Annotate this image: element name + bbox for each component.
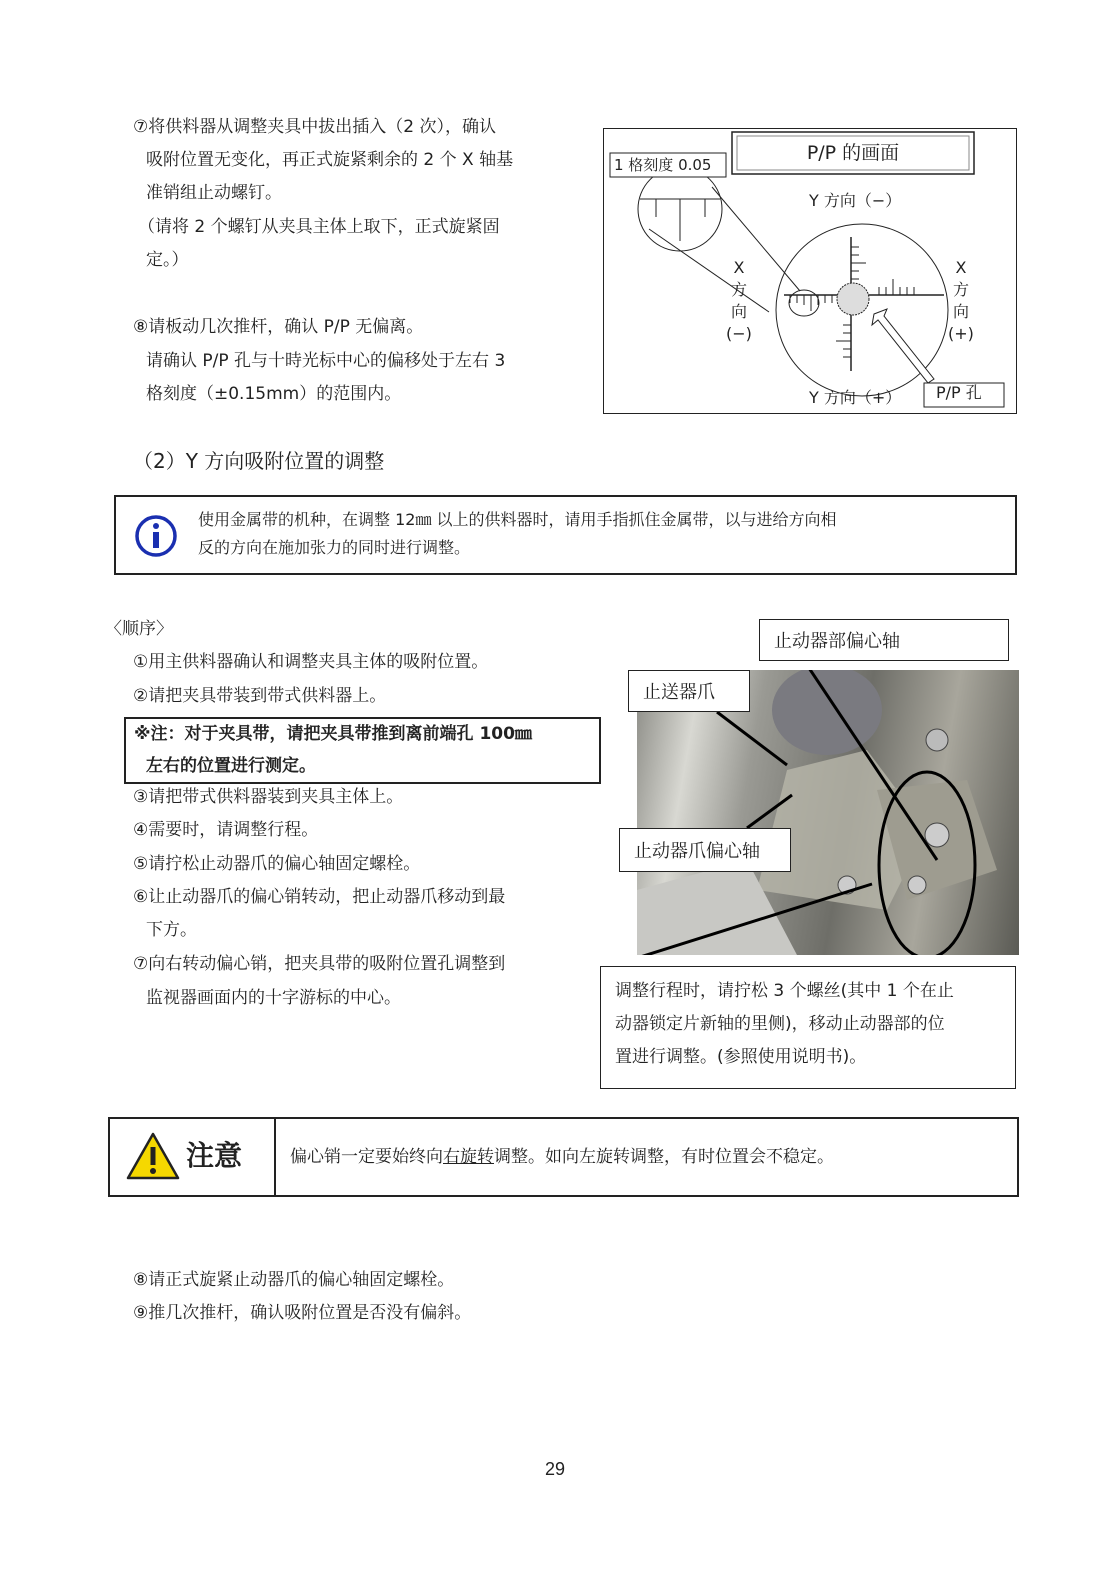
note-box <box>124 717 601 784</box>
step: ⑤请拧松止动器爪的偏心轴固定螺栓。 <box>133 854 421 874</box>
caution-box <box>108 1117 1019 1197</box>
step: ⑦向右转动偏心销，把夹具带的吸附位置孔调整到 <box>133 954 506 974</box>
label-text: 止动器爪偏心轴 <box>634 841 760 862</box>
x-plus-char: 向 <box>952 302 969 321</box>
step7-line1: ⑦将供料器从调整夹具中拔出插入（2 次），确认 <box>133 117 496 137</box>
caution-text-part: 调整。如向左旋转调整，有时位置会不稳定。 <box>494 1147 834 1167</box>
info-note-box <box>114 495 1017 575</box>
x-plus-label <box>948 257 974 345</box>
x-plus-char: 方 <box>952 280 969 299</box>
label-feed-claw <box>628 670 750 712</box>
warning-icon <box>126 1131 180 1181</box>
feeder-photo <box>637 670 1019 955</box>
step: ②请把夹具带装到带式供料器上。 <box>133 686 387 706</box>
step7-line4: （请将 2 个螺钉从夹具主体上取下，正式旋紧固 <box>138 217 500 237</box>
step8-line1: ⑧请板动几次推杆，确认 P/P 无偏离。 <box>133 317 424 337</box>
scale-label: 1 格刻度 0.05 <box>614 156 712 174</box>
step-cont: 监视器画面内的十字游标的中心。 <box>146 988 401 1008</box>
step8-line3: 格刻度（±0.15mm）的范围内。 <box>146 384 402 404</box>
x-minus-char: 方 <box>730 280 747 299</box>
info-icon <box>134 514 178 558</box>
x-plus-char: X <box>955 258 967 277</box>
label-stopper-claw-shaft <box>619 828 791 872</box>
pp-hole-label: P/P 孔 <box>936 383 982 402</box>
step: ③请把带式供料器装到夹具主体上。 <box>133 787 404 807</box>
step: ④需要时，请调整行程。 <box>133 820 319 840</box>
section-heading: （2）Y 方向吸附位置的调整 <box>133 449 385 473</box>
x-plus-char: (+) <box>948 324 974 343</box>
caution-text-part: 偏心销一定要始终向 <box>290 1147 443 1167</box>
label-text: 止送器爪 <box>643 682 715 703</box>
step7-line3: 准销组止动螺钉。 <box>146 183 282 203</box>
y-plus-label: Y 方向（+） <box>809 388 902 407</box>
info-line1: 使用金属带的机种，在调整 12㎜ 以上的供料器时，请用手指抓住金属带，以与进给方向相 <box>198 510 837 529</box>
final-step: ⑧请正式旋紧止动器爪的偏心轴固定螺栓。 <box>133 1270 455 1290</box>
note-line2: 左右的位置进行测定。 <box>146 756 316 776</box>
photo-overlay <box>637 670 1019 955</box>
step7-line2: 吸附位置无变化，再正式旋紧剩余的 2 个 X 轴基 <box>146 150 514 170</box>
x-minus-char: (−) <box>726 324 752 343</box>
caption-line2: 动器锁定片新轴的里侧)，移动止动器部的位 <box>615 1014 945 1034</box>
photo-caption-box <box>600 966 1016 1089</box>
y-minus-label: Y 方向（−） <box>809 191 902 210</box>
page-number: 29 <box>544 1459 566 1479</box>
note-line1: ※注：对于夹具带，请把夹具带推到离前端孔 100㎜ <box>134 724 532 744</box>
step-cont: 下方。 <box>146 920 197 940</box>
pp-screen-title: P/P 的画面 <box>806 142 900 164</box>
label-text: 止动器部偏心轴 <box>774 631 900 652</box>
step7-line5: 定。） <box>146 250 189 270</box>
label-stopper-eccentric-shaft <box>759 619 1009 661</box>
x-minus-label <box>726 257 752 345</box>
info-line2: 反的方向在施加张力的同时进行调整。 <box>198 538 471 557</box>
caution-text <box>290 1145 834 1169</box>
caption-line3: 置进行调整。(参照使用说明书)。 <box>615 1047 867 1067</box>
x-minus-char: X <box>733 258 745 277</box>
caution-divider <box>274 1119 276 1195</box>
caution-text-underlined: 右旋转 <box>443 1147 494 1167</box>
caption-line1: 调整行程时，请拧松 3 个螺丝(其中 1 个在止 <box>615 981 954 1001</box>
caution-title: 注意 <box>186 1139 243 1172</box>
step8-line2: 请确认 P/P 孔与十時光标中心的偏移处于左右 3 <box>146 351 506 371</box>
final-step: ⑨推几次推杆，确认吸附位置是否没有偏斜。 <box>133 1303 472 1323</box>
pp-screen-diagram <box>603 128 1017 414</box>
step: ①用主供料器确认和调整夹具主体的吸附位置。 <box>133 652 489 672</box>
step: ⑥让止动器爪的偏心销转动，把止动器爪移动到最 <box>133 887 506 907</box>
procedure-heading: 〈顺序〉 <box>105 619 173 639</box>
x-minus-char: 向 <box>730 302 747 321</box>
